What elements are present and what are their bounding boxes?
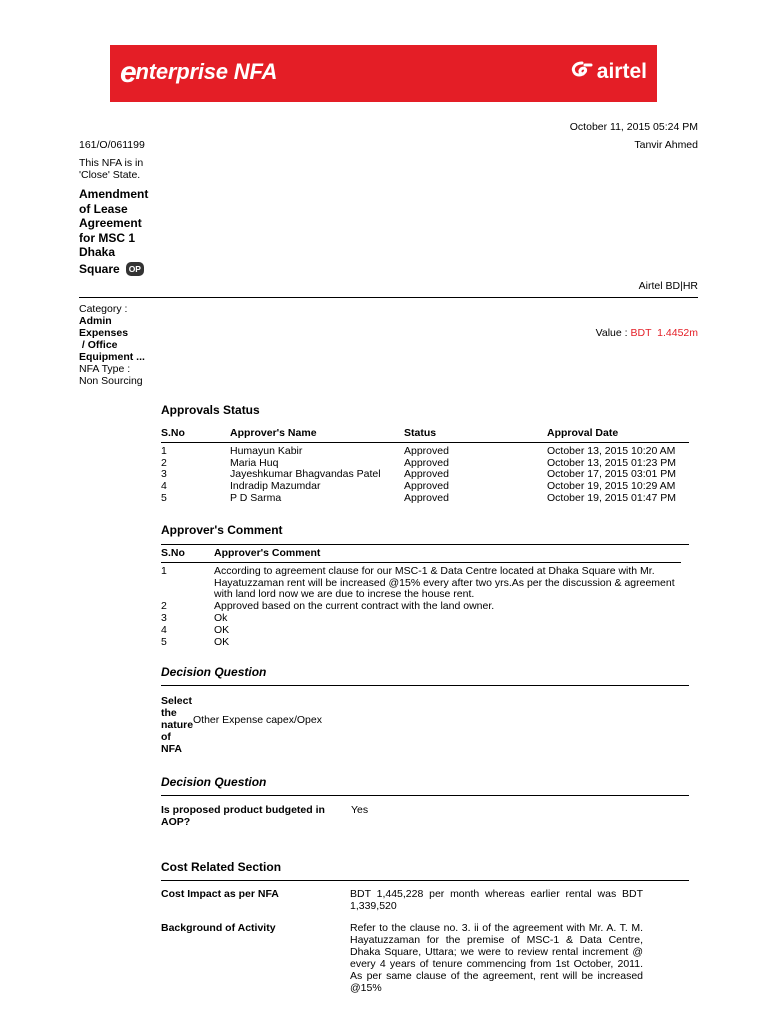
background-label: Background of Activity xyxy=(161,922,276,934)
table-row xyxy=(161,625,681,637)
title-line-2: of Lease xyxy=(79,201,128,216)
enterprise-nfa-logo xyxy=(120,56,277,90)
nfa-state xyxy=(79,157,143,181)
cell-date: October 19, 2015 10:29 AM xyxy=(547,480,676,493)
col-sno: S.No xyxy=(161,427,185,439)
col-approver-name: Approver's Name xyxy=(230,427,317,439)
question-line: of xyxy=(161,731,171,743)
cell-status: Approved xyxy=(404,480,449,493)
comments-table xyxy=(161,548,681,648)
col-status: Status xyxy=(404,427,437,439)
background-value: Refer to the clause no. 3. ii of the agreement with Mr. A. T. M. Hayatuzzaman for the premise of MSC-1 & Data Centre, Dhaka Square, Uttara; we were to review rental increment @ every 4 years of tenure commencing from 1st October, 2011. As per same clause of the agreement, rent will be increased @15% xyxy=(350,922,643,994)
cost-impact-label: Cost Impact as per NFA xyxy=(161,888,279,900)
cell-comment: Ok xyxy=(214,611,228,624)
category-block xyxy=(79,303,159,387)
cell-date: October 19, 2015 01:47 PM xyxy=(547,491,676,504)
cell-date: October 13, 2015 10:20 AM xyxy=(547,444,676,457)
comments-table-wrap xyxy=(161,548,681,648)
requester-name: Tanvir Ahmed xyxy=(634,139,698,151)
airtel-swirl-icon xyxy=(571,61,593,79)
table-row xyxy=(161,601,681,613)
cell-sno: 2 xyxy=(161,456,167,469)
category-value-2: Expenses xyxy=(79,327,129,339)
value-amount: BDT 1.4452m xyxy=(630,327,698,339)
cell-date: October 13, 2015 01:23 PM xyxy=(547,456,676,469)
category-value-4: Equipment ... xyxy=(79,351,145,363)
cost-impact-value: BDT 1,445,228 per month whereas earlier rental was BDT 1,339,520 xyxy=(350,888,643,912)
divider xyxy=(161,544,689,545)
cell-sno: 1 xyxy=(161,444,167,457)
airtel-logo-text: airtel xyxy=(596,60,647,83)
title-line-4: for MSC 1 xyxy=(79,230,136,245)
brand-title-rest: nterprise NFA xyxy=(135,59,278,84)
cell-status: Approved xyxy=(404,444,449,457)
cell-name: Indradip Mazumdar xyxy=(230,480,321,493)
title-line-3: Agreement xyxy=(79,216,142,230)
nfa-type-label: NFA Type : xyxy=(79,363,131,375)
cell-sno: 3 xyxy=(161,468,167,481)
category-label: Category : xyxy=(79,303,128,315)
department: Airtel BD|HR xyxy=(638,280,698,292)
cell-sno: 1 xyxy=(161,564,167,577)
approvals-table xyxy=(161,428,689,505)
approvals-title: Approvals Status xyxy=(161,403,260,417)
question-line: the xyxy=(161,707,177,719)
decision-question-title-1: Decision Question xyxy=(161,665,267,679)
divider xyxy=(161,685,689,686)
table-row xyxy=(161,566,681,601)
cell-status: Approved xyxy=(404,456,449,469)
cost-section-title: Cost Related Section xyxy=(161,860,282,874)
cell-date: October 17, 2015 03:01 PM xyxy=(547,468,676,481)
question-line: NFA xyxy=(161,743,182,755)
table-row xyxy=(161,493,689,505)
cell-name: Jayeshkumar Bhagvandas Patel xyxy=(230,468,381,481)
title-line-6: Square xyxy=(79,261,120,276)
nfa-id: 161/O/061199 xyxy=(79,139,145,151)
cell-name: Maria Huq xyxy=(230,456,279,469)
document-datetime: October 11, 2015 05:24 PM xyxy=(569,121,698,133)
title-line-6-wrap xyxy=(79,262,159,277)
cell-sno: 2 xyxy=(161,600,167,613)
nfa-state-line1: This NFA is in xyxy=(79,157,144,169)
table-row xyxy=(161,637,681,649)
cell-comment: OK xyxy=(214,623,230,636)
divider xyxy=(79,297,698,298)
col-approval-date: Approval Date xyxy=(547,427,619,439)
title-line-1: Amendment xyxy=(79,187,149,201)
decision-question-title-2: Decision Question xyxy=(161,775,267,789)
airtel-logo xyxy=(571,60,647,84)
op-badge: OP xyxy=(126,262,144,276)
brand-title-initial: e xyxy=(120,56,137,89)
divider xyxy=(161,795,689,796)
cell-sno: 4 xyxy=(161,480,167,493)
category-value-1: Admin xyxy=(79,315,112,327)
value-block xyxy=(596,327,698,339)
question-line: nature xyxy=(161,719,194,731)
col-comment: Approver's Comment xyxy=(214,547,321,559)
title-line-5: Dhaka xyxy=(79,245,116,259)
cell-comment: OK xyxy=(214,635,230,648)
cell-name: Humayun Kabir xyxy=(230,444,303,457)
cell-name: P D Sarma xyxy=(230,491,282,504)
cell-status: Approved xyxy=(404,491,449,504)
table-row xyxy=(161,613,681,625)
question-line: Select xyxy=(161,695,192,707)
decision-answer-1: Other Expense capex/Opex xyxy=(193,714,322,726)
category-value-3: / Office xyxy=(79,339,118,351)
table-row xyxy=(161,446,689,458)
cell-sno: 5 xyxy=(161,635,167,648)
comments-title: Approver's Comment xyxy=(161,523,283,537)
approvals-header-row xyxy=(161,428,689,442)
cell-status: Approved xyxy=(404,468,449,481)
nfa-title xyxy=(79,187,159,276)
col-sno: S.No xyxy=(161,547,185,559)
decision-answer-2: Yes xyxy=(351,804,369,816)
nfa-type-value: Non Sourcing xyxy=(79,375,143,387)
cell-comment: Approved based on the current contract with the land owner. xyxy=(214,600,495,613)
nfa-state-line2: 'Close' State. xyxy=(79,169,141,181)
value-label: Value : xyxy=(595,327,628,339)
comments-header-row xyxy=(161,548,681,562)
cell-sno: 3 xyxy=(161,611,167,624)
divider xyxy=(161,880,689,881)
cell-sno: 4 xyxy=(161,623,167,636)
cell-sno: 5 xyxy=(161,491,167,504)
approvals-table-wrap xyxy=(161,428,689,505)
decision-question-2: Is proposed product budgeted in AOP? xyxy=(161,804,325,828)
cell-comment: According to agreement clause for our MSC-1 & Data Centre located at Dhaka Square with Mr. Hayatuzzaman rent will be increased @15% every after two yrs.As per the discussion & agreement with land lord now we are due to increse the house rent. xyxy=(214,564,675,601)
header-banner xyxy=(110,45,657,102)
